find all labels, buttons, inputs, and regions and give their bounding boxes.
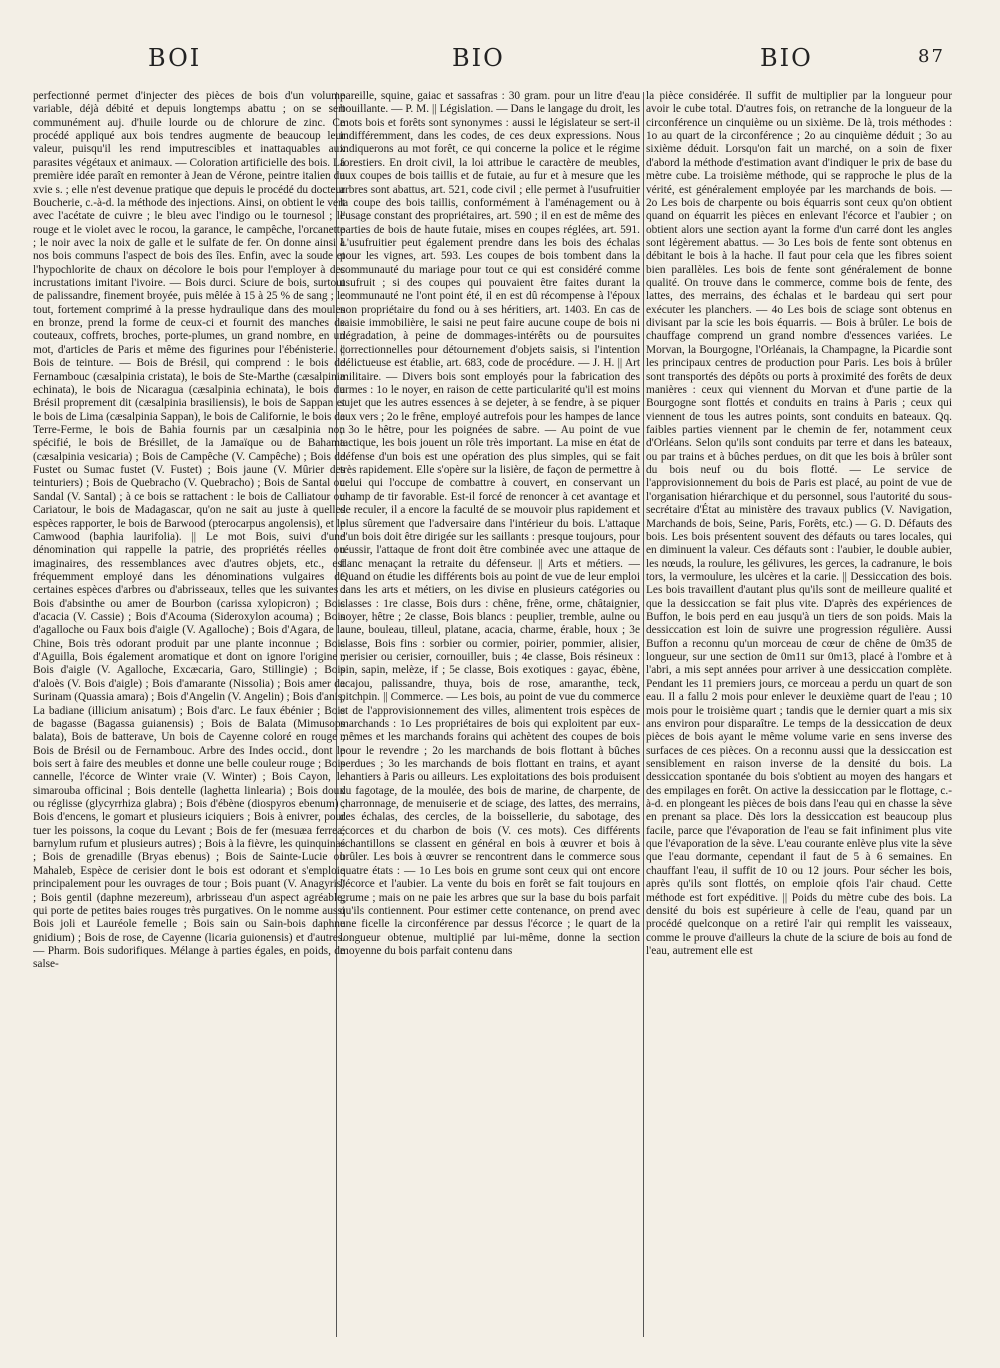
running-head-left: BOI [148,44,202,72]
text-column-1 [33,90,345,1340]
running-head-right: BIO [760,44,813,72]
text-column-2 [340,90,640,1340]
column-text: la pièce considérée. Il suffit de multiplier par la longueur pour avoir le cube total. D'autres fois, on retranche de la longueur de la circonférence un cinquième ou un sixième. De là, trois méthodes : 1o au quart de la circonférence ; 2o au cinquième déduit ; 3o au sixième déduit. Lorsqu'on fait un marché, on a soin de fixer d'abord la méthode d'estimation avant d'indiquer le prix de base du mètre cube. La troisième méthode, qui se rapproche le plus de la vérité, est généralement employée par les marchands de bois. — 2o Les bois de charpente ou bois équarris sont ceux qu'on obtient quand on équarrit les pièces en enlevant l'écorce et l'aubier ; on obtient alors une section ayant la forme d'un carré dont les angles sont légèrement abattus. — 3o Les bois de fente sont obtenus en débitant le bois à la hache. Il faut pour cela que les fibres soient bien parallèles. Les bois de fente sont généralement de bonne qualité. On trouve dans le commerce, comme bois de fente, des lattes, des merrains, des échalas et le bardeau qui sert pour exécuter les planchers. — 4o Les bois de sciage sont obtenus en divisant par la scie les bois équarris. — Bois à brûler. Le bois de chauffage comprend un grand nombre d'essences variées. Le Morvan, la Bourgogne, l'Orléanais, la Champagne, la Picardie sont les principaux centres de production pour Paris. Les bois à brûler sont transportés des dépôts ou ports à proximité des forêts de deux manières : ceux qui viennent du Morvan et d'une partie de la Bourgogne sont flottés et conduits en trains à Paris ; ceux qui viennent de tous les autres points, sont conduits en bateaux. Qq. faibles parties viennent par le chemin de fer, notamment ceux d'Orléans. Selon qu'ils sont conduits par terre et dans les bateaux, ou par trains et à bûches perdues, on dit que les bois à brûler sont du bois neuf ou du bois flotté. — Le service de l'approvisionnement du bois de Paris est placé, au point de vue de l'organisation hiérarchique et du personnel, sous l'autorité du sous-secrétaire d'État au ministère des travaux publics (V. Navigation, Marchands de bois, Seine, Paris, Forêts, etc.) — G. D. Défauts des bois. Les bois présentent souvent des défauts ou tares locales, qui en diminuent la valeur. Ces défauts sont : l'aubier, le double aubier, les nœuds, la roulure, les gélivures, les gerces, la cadranure, le bois tors, la vermoulure, les ulcères et la carie. || Dessiccation des bois. Les bois travaillent d'autant plus qu'ils sont de meilleure qualité et que la dessiccation se fait plus vite. D'après des expériences de Buffon, le bois perd en eau jusqu'à un tiers de son poids. Mais la dessiccation est loin de suivre une progression régulière. Aussi Buffon a reconnu qu'un morceau de cœur de chêne de 0m35 de longueur, sur une section de 0m11 sur 0m13, placé à l'ombre et à l'abri, a mis sept années pour arriver à une dessiccation complète. Pendant les 11 premiers jours, ce morceau a perdu un quart de son eau. Il a fallu 2 mois pour enlever le deuxième quart de l'eau ; 10 mois pour le troisième quart ; tandis que le dernier quart a mis six ans environ pour disparaître. Le temps de la dessiccation de deux pièces de bois ayant le même volume varie en sens inverse des surfaces de ces pièces. On a reconnu aussi que la dessiccation est sensiblement en raison inverse de la densité du bois. La dessiccation spontanée du bois s'obtient au moyen des hangars et des empilages en forêt. On active la dessiccation par le flottage, c.-à-d. en plongeant les pièces de bois dans l'eau qui en chasse la sève en prenant sa place. Dès lors la dessiccation est beaucoup plus facile, parce que l'évaporation de l'eau se fait infiniment plus vite que l'évaporation de la sève. L'eau courante enlève plus vite la sève que l'eau dormante, cependant il faut de 5 à 6 semaines. En chauffant l'eau, il suffit de 10 ou 12 jours. Pour sécher les bois, après qu'ils sont flottés, on emploie qfois l'air chaud. Cette méthode est fort expéditive. || Poids du mètre cube des bois. La densité du bois est supérieure à celle de l'eau, quand par un procédé quelconque on a retiré l'air qui remplit les vaisseaux, comme le prouve d'ailleurs la chute de la sciure de bois au fond de l'eau, autrement elle est [646,90,952,957]
column-text: pareille, squine, gaiac et sassafras : 30 gram. pour un litre d'eau bouillante. — P. M. || Législation. — Dans le langage du droit, les mots bois et forêts sont synonymes : aussi le législateur se sert-il indifféremment, dans les codes, de ces deux expressions. Nous indiquerons au mot forêt, ce qui concerne la police et le régime forestiers. En droit civil, la loi attribue le caractère de meubles, aux coupes de bois taillis et de futaie, au fur et à mesure que les arbres sont abattus, art. 521, code civil ; elle permet à l'usufruitier la coupe des bois taillis, conformément à l'aménagement ou à l'usage constant des propriétaires, art. 590 ; il en est de même des parties de bois de haute futaie, mises en coupes réglées, art. 591. L'usufruitier peut également prendre dans les bois des échalas pour les vignes, art. 593. Les coupes de bois tombent dans la communauté du mariage pour tout ce qui est considéré comme usufruit ; si des coupes qui pouvaient être faites durant la communauté ne l'ont point été, il en est dû récompense à l'époux non propriétaire du fond ou à ses héritiers, art. 1403. En cas de saisie immobilière, le saisi ne peut faire aucune coupe de bois ni dégradation, à peine de dommages-intérêts ou de poursuites correctionnelles pour détournement d'objets saisis, si l'intention délictueuse est établie, art. 683, code de procédure. — J. H. || Art militaire. — Divers bois sont employés pour la fabrication des armes : 1o le noyer, en raison de cette particularité qu'il est moins sujet que les autres essences à se dejeter, à se fendre, à se piquer aux vers ; 2o le frêne, employé autrefois pour les hampes de lance ; 3o le hêtre, pour les poignées de sabre. — Au point de vue tactique, les bois jouent un rôle très important. La mise en état de défense d'un bois est une opération des plus simples, qui se fait très rapidement. Elle s'opère sur la lisière, de façon de permettre à celui qui l'occupe de combattre à couvert, en conservant un champ de tir favorable. Est-il forcé de renoncer à cet avantage et de reculer, il a encore la faculté de se mouvoir plus rapidement et plus sûrement que l'adversaire dans l'intérieur du bois. L'attaque d'un bois doit être dirigée sur les saillants : presque toujours, pour réussir, l'attaque de front doit être combinée avec une attaque de flanc menaçant la retraite du défenseur. || Arts et métiers. — Quand on étudie les différents bois au point de vue de leur emploi dans les arts et métiers, on les divise en plusieurs catégories ou classes : 1re classe, Bois durs : chêne, frêne, orme, châtaignier, noyer, hêtre ; 2e classe, Bois blancs : peuplier, tremble, aulne ou aune, bouleau, tilleul, platane, acacia, charme, érable, houx ; 3e classe, Bois fins : sorbier ou cormier, poirier, pommier, alisier, merisier ou cerisier, cornouiller, buis ; 4e classe, Bois résineux : pin, sapin, melèze, if ; 5e classe, Bois exotiques : gayac, ébène, acajou, palissandre, thuya, bois de rose, amaranthe, teck, pitchpin. || Commerce. — Les bois, au point de vue du commerce et de l'approvisionnement des villes, alimentent trois espèces de marchands : 1o Les propriétaires de bois qui exploitent par eux-mêmes et les marchands forains qui achètent des coupes de bois pour le revendre ; 2o les marchands de bois flottant à bûches perdues ; 3o les marchands de bois flottant en trains, et ayant chantiers à Paris ou ailleurs. Les exploitations des bois produisent du fagotage, de la moulée, des bois de marine, de charpente, de charronnage, de menuiserie et de sciage, des lattes, des merrains, des échalas, des cercles, de la boissellerie, du sabotage, des écorces et du charbon de bois (V. ces mots). Ces différents échantillons se classent en général en bois à œuvrer et bois à brûler. Les bois à œuvrer se rencontrent dans le commerce sous quatre états : — 1o Les bois en grume sont ceux qui ont encore l'écorce et l'aubier. La vente du bois en forêt se fait toujours en grume ; mais on ne paie les arbres que sur la base du bois parfait qu'ils contiennent. Pour estimer cette contenance, on prend avec une ficelle la circonférence par dessus l'écorce ; le quart de la longueur obtenue, multiplié par lui-même, donne la section moyenne du bois parfait contenu dans [340,90,640,957]
running-head-center: BIO [452,44,505,72]
text-column-3 [646,90,952,1340]
column-rule [643,92,644,1337]
page-number: 87 [918,46,945,67]
column-text: perfectionné permet d'injecter des pièces de bois d'un volume variable, déjà débité et depuis longtemps abattu ; on se sert communément auj. d'huile lourde ou de chlorure de zinc. Ce procédé appliqué aux bois tendres augmente de beaucoup leur valeur, puisqu'il les rend imputrescibles et inattaquables aux parasites végétaux et animaux. — Coloration artificielle des bois. La première idée paraît en remonter à Jean de Vérone, peintre italien du xvie s. ; elle n'est devenue pratique que depuis le procédé du docteur Boucherie, c.-à-d. la méthode des injections. Ainsi, on obtient le vert avec l'acétate de cuivre ; le bleu avec l'indigo ou le tournesol ; le rouge et le violet avec le rocou, la garance, le campêche, l'orcanette ; le noir avec la noix de galle et le sulfate de fer. On donne ainsi à nos bois communs l'aspect de bois des îles. Enfin, avec la soude et l'hypochlorite de chaux on décolore le bois pour l'employer à des incrustations imitant l'ivoire. — Bois durci. Sciure de bois, surtout de palissandre, finement broyée, puis mêlée à 15 à 25 % de sang ; le tout, fortement comprimé à la presse hydraulique dans des moules en bronze, prend la forme de ceux-ci et fournit des manches de couteaux, coffrets, broches, porte-plumes, un grand nombre, en un mot, d'articles de Paris et même des figurines pour l'ébénisterie. || Bois de teinture. — Bois de Brésil, qui comprend : le bois de Fernambouc (cæsalpinia cristata), le bois de Ste-Marthe (cæsalpinia echinata), le bois de Nicaragua (cæsalpinia echinata), le bois du Brésil proprement dit (cæsalpinia brasiliensis), le bois de Sappan et le bois de Lima (cæsalpinia Sappan), le bois de Californie, le bois de Terre-Ferme, le bois de Bahia fournis par un cæsalpinia non spécifié, le bois de Brésillet, de la Jamaïque ou de Bahama (cæsalpinia vesicaria) ; Bois de Campêche (V. Campêche) ; Bois de Fustet ou Sumac fustet (V. Fustet) ; Bois jaune (V. Mûrier des teinturiers) ; Bois de Quebracho (V. Quebracho) ; Bois de Santal ou Sandal (V. Santal) ; à ce bois se rattachent : le bois de Calliatour ou Cariatour, le bois de Madagascar, qu'on ne sait au juste à quelles espèces rapporter, le bois de Barwood (pterocarpus angolensis), et le Camwood (baphia laurifolia). || Le mot Bois, suivi d'une dénomination qui rappelle la patrie, des propriétés réelles ou imaginaires, des ressemblances avec d'autres objets, etc., est fréquemment employé dans les dénominations vulgaires de certaines espèces d'arbres ou d'abrisseaux, telles que les suivantes : Bois d'absinthe ou amer de Bourbon (carissa xylopicron) ; Bois d'acacia (V. Cassie) ; Bois d'Acouma (Sideroxylon acouma) ; Bois d'agalloche ou Faux bois d'aigle (V. Agalloche) ; Bois d'Agara, de la Chine, Bois très odorant produit par une plante inconnue ; Bois d'Aguilla, Bois également aromatique et dont on ignore l'origine ; Bois d'aigle (V. Agalloche, Excæcaria, Garo, Stillingie) ; Bois d'aloès (V. Bois d'aigle) ; Bois d'amarante (Nissolia) ; Bois amer de Surinam (Quassia amara) ; Bois d'Angelin (V. Angelin) ; Bois d'anis, La badiane (illicium anisatum) ; Bois d'arc. Le faux ébénier ; Bois de bagasse (Bagassa guianensis) ; Bois de Balata (Mimusops balata), Bois de batterave, Un bois de Cayenne coloré en rouge ; Bois de Brésil ou de Fernambouc. Arbre des Indes occid., dont le bois sert à faire des meubles et donne une belle couleur rouge ; Bois cannelle, l'écorce de Winter vraie (V. Winter) ; Bois Cayon, le simarouba officinal ; Bois dentelle (laghetta linlearia) ; Bois doux ou réglisse (glycyrrhiza glabra) ; Bois d'ébène (diospyros ebenum) ; Bois d'encens, le gomart et plusieurs iciquiers ; Bois à enivrer, pour tuer les poissons, la coque du Levant ; Bois de fer (mesuæa ferrea, barnylum rufum et plusieurs autres) ; Bois à la fièvre, les quinquinas ; Bois de grenadille (Bryas ebenus) ; Bois de Sainte-Lucie ou Mahaleb, Espèce de cerisier dont le bois est odorant et s'emploie principalement pour les ouvrages de tour ; Bois puant (V. Anagyris) ; Bois gentil (daphne mezereum), arbrisseau d'un aspect agréable, qui porte de petites baies rouges très purgatives. On le nomme aussi Bois joli et Lauréole femelle ; Bois sain ou Sain-bois daphne gnidium) ; Bois de rose, de Cayenne (licaria guionensis) et d'autres. — Pharm. Bois sudorifiques. Mélange à parties égales, en poids, de salse- [33,90,345,971]
